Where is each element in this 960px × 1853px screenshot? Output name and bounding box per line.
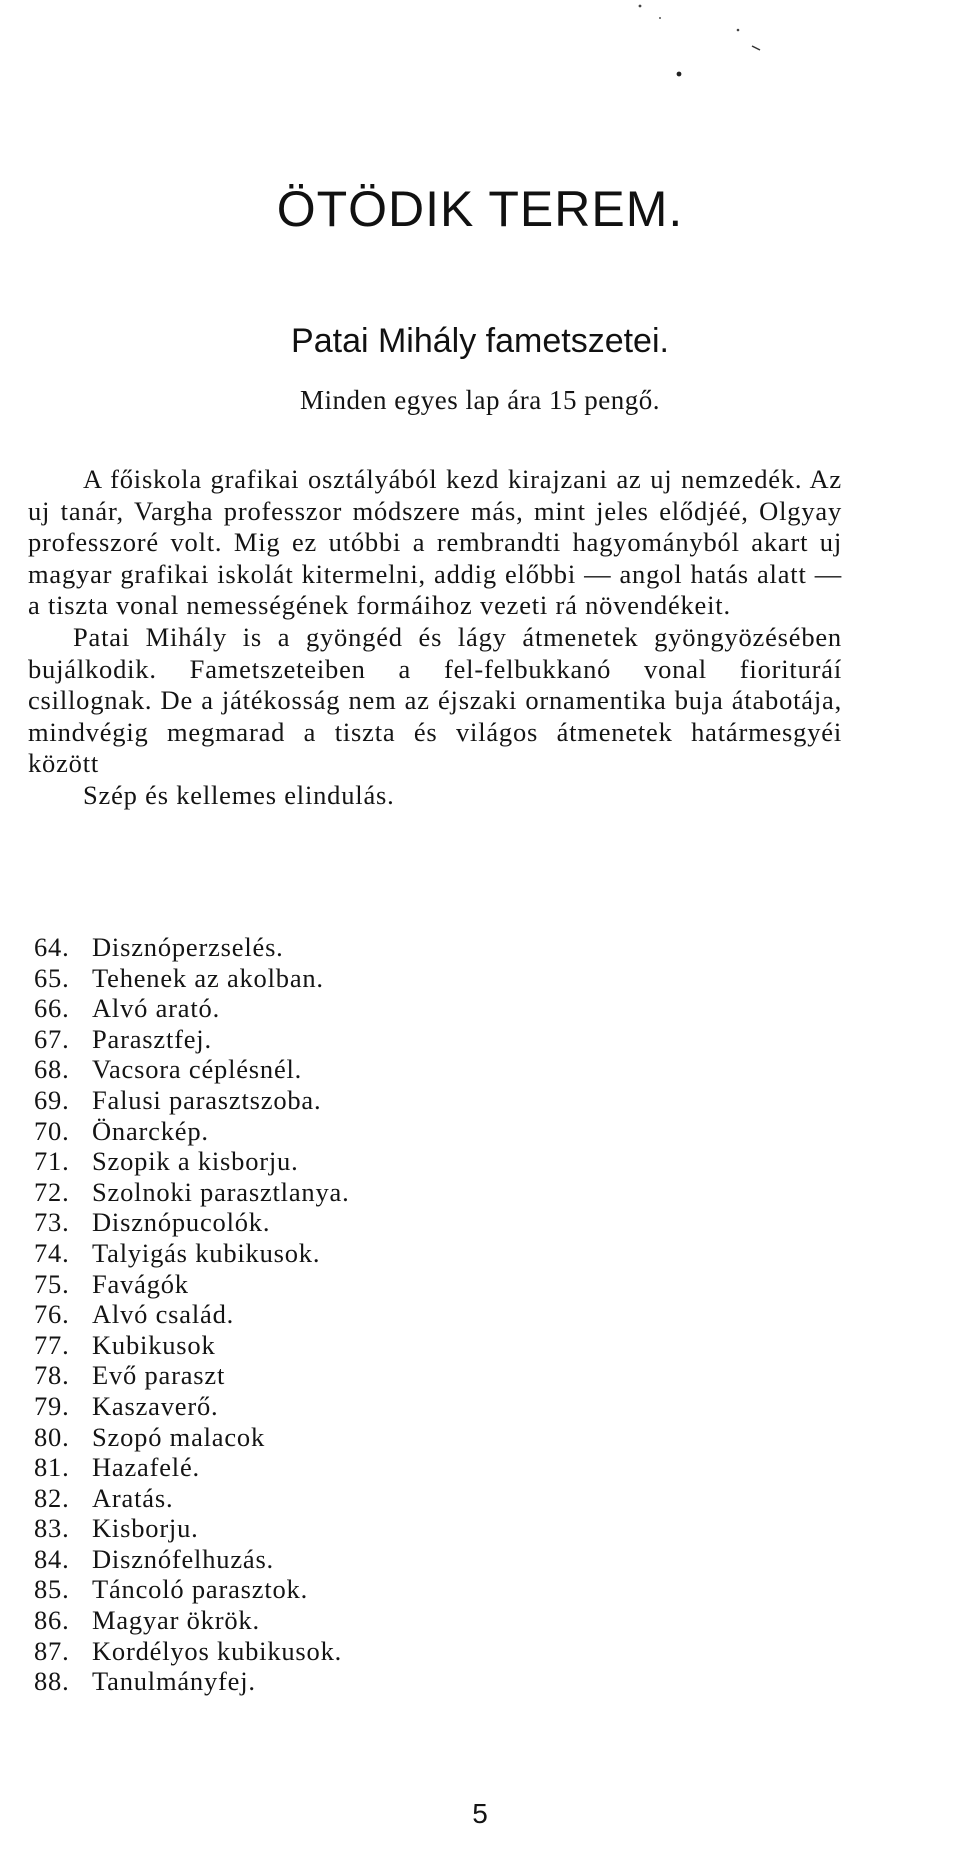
- item-title: Evő paraszt: [92, 1360, 226, 1391]
- list-item: [34, 1054, 350, 1085]
- item-number: 73.: [34, 1207, 70, 1238]
- list-item: [34, 1299, 350, 1330]
- item-number: 71.: [34, 1146, 70, 1177]
- item-number: 85.: [34, 1574, 70, 1605]
- list-item: [34, 963, 350, 994]
- item-title: Szopó malacok: [92, 1421, 266, 1452]
- list-item: [34, 1238, 350, 1269]
- page-number: 5: [472, 1798, 488, 1829]
- list-item: [34, 1544, 350, 1575]
- item-title: Magyar ökrök.: [92, 1605, 260, 1636]
- intro-text: [28, 464, 842, 812]
- item-title: Parasztfej.: [92, 1023, 212, 1054]
- item-title: Kubikusok: [92, 1329, 216, 1360]
- item-title: Falusi parasztszoba.: [92, 1084, 322, 1115]
- item-title: Kaszaverő.: [92, 1390, 219, 1421]
- list-item: [34, 1605, 350, 1636]
- item-number: 84.: [34, 1543, 70, 1574]
- list-item: [34, 1422, 350, 1453]
- item-number: 86.: [34, 1605, 70, 1636]
- price-note: Minden egyes lap ára 15 pengő.: [300, 385, 660, 415]
- item-number: 67.: [34, 1023, 70, 1054]
- item-title: Vacsora céplésnél.: [92, 1054, 303, 1085]
- item-title: Tanulmányfej.: [92, 1666, 256, 1697]
- item-title: Disznóperzselés.: [92, 932, 284, 962]
- list-item: [34, 1513, 350, 1544]
- item-number: 88.: [34, 1666, 70, 1697]
- list-item: [34, 1391, 350, 1422]
- list-item: [34, 1269, 350, 1300]
- section-subtitle: Patai Mihály fametszetei.: [291, 322, 669, 360]
- item-title: Kisborju.: [92, 1513, 199, 1544]
- item-number: 74.: [34, 1237, 70, 1268]
- item-number: 66.: [34, 993, 70, 1024]
- item-number: 79.: [34, 1390, 70, 1421]
- list-item: [34, 1452, 350, 1483]
- item-number: 64.: [34, 932, 70, 962]
- item-title: Alvó család.: [92, 1299, 235, 1330]
- item-number: 77.: [34, 1329, 70, 1360]
- ink-speck: [677, 72, 682, 77]
- item-number: 75.: [34, 1268, 70, 1299]
- item-number: 83.: [34, 1513, 70, 1544]
- item-number: 72.: [34, 1176, 70, 1207]
- item-title: Disznópucolók.: [92, 1207, 271, 1238]
- item-number: 69.: [34, 1084, 70, 1115]
- item-title: Szopik a kisborju.: [92, 1146, 299, 1177]
- list-item: [34, 1330, 350, 1361]
- item-title: Disznófelhuzás.: [92, 1543, 274, 1574]
- item-title: Táncoló parasztok.: [92, 1574, 309, 1605]
- item-number: 70.: [34, 1115, 70, 1146]
- intro-paragraph: Szép és kellemes elindulás.: [83, 779, 395, 810]
- intro-paragraph: A főiskola grafikai osztályából kezd kirajzani az uj nemzedék. Az uj tanár, Vargha professzor módszere más, mint jeles elődjéé, Olgyay professzoré volt. Mig ez utóbbi a rembrandti hagyományból akart uj magyar grafikai iskolát kitermelni, addig előbbi — angol hatás alatt — a tiszta vonal nemességének formáihoz vezeti rá növendékeit.: [28, 464, 842, 621]
- item-title: Talyigás kubikusok.: [92, 1237, 321, 1268]
- item-number: 82.: [34, 1482, 70, 1513]
- list-item: [34, 1085, 350, 1116]
- list-item: [34, 1666, 350, 1697]
- ink-speck: [659, 17, 661, 19]
- paper-specks: [0, 0, 960, 120]
- page-title: ÖTÖDIK TEREM.: [276, 181, 684, 237]
- list-item: [34, 1116, 350, 1147]
- item-title: Tehenek az akolban.: [92, 962, 324, 993]
- list-item: [34, 1574, 350, 1605]
- item-number: 81.: [34, 1452, 70, 1483]
- list-item: [34, 1483, 350, 1514]
- item-number: 68.: [34, 1054, 70, 1085]
- ink-speck: [752, 46, 760, 50]
- intro-paragraph: Patai Mihály is a gyöngéd és lágy átmenetek gyöngyözésében bujálkodik. Fametszeteiben a fel-felbukkanó vonal fiorituráí csillognak. De a játékosság nem az éjszaki ornamentika buja átabotája, mindvégig megmarad a tiszta és világos átmenetek határmesgyéi között: [28, 621, 842, 779]
- item-title: Szolnoki parasztlanya.: [92, 1176, 350, 1207]
- item-number: 76.: [34, 1299, 70, 1330]
- list-item: [34, 1636, 350, 1667]
- item-number: 87.: [34, 1635, 70, 1666]
- list-item: [34, 1177, 350, 1208]
- item-number: 78.: [34, 1360, 70, 1391]
- item-title: Favágók: [92, 1268, 189, 1299]
- ink-speck: [737, 29, 740, 32]
- list-item: [34, 1207, 350, 1238]
- item-title: Alvó arató.: [92, 993, 221, 1024]
- item-title: Aratás.: [92, 1482, 174, 1513]
- list-item: [34, 1024, 350, 1055]
- item-number: 65.: [34, 962, 70, 993]
- list-item: [34, 993, 350, 1024]
- works-list: [34, 932, 350, 1697]
- item-number: 80.: [34, 1421, 70, 1452]
- item-title: Hazafelé.: [92, 1452, 200, 1483]
- item-title: Önarckép.: [92, 1115, 209, 1146]
- list-item: [34, 1146, 350, 1177]
- list-item: [34, 932, 350, 963]
- item-title: Kordélyos kubikusok.: [92, 1635, 343, 1666]
- list-item: [34, 1360, 350, 1391]
- ink-speck: [639, 5, 642, 8]
